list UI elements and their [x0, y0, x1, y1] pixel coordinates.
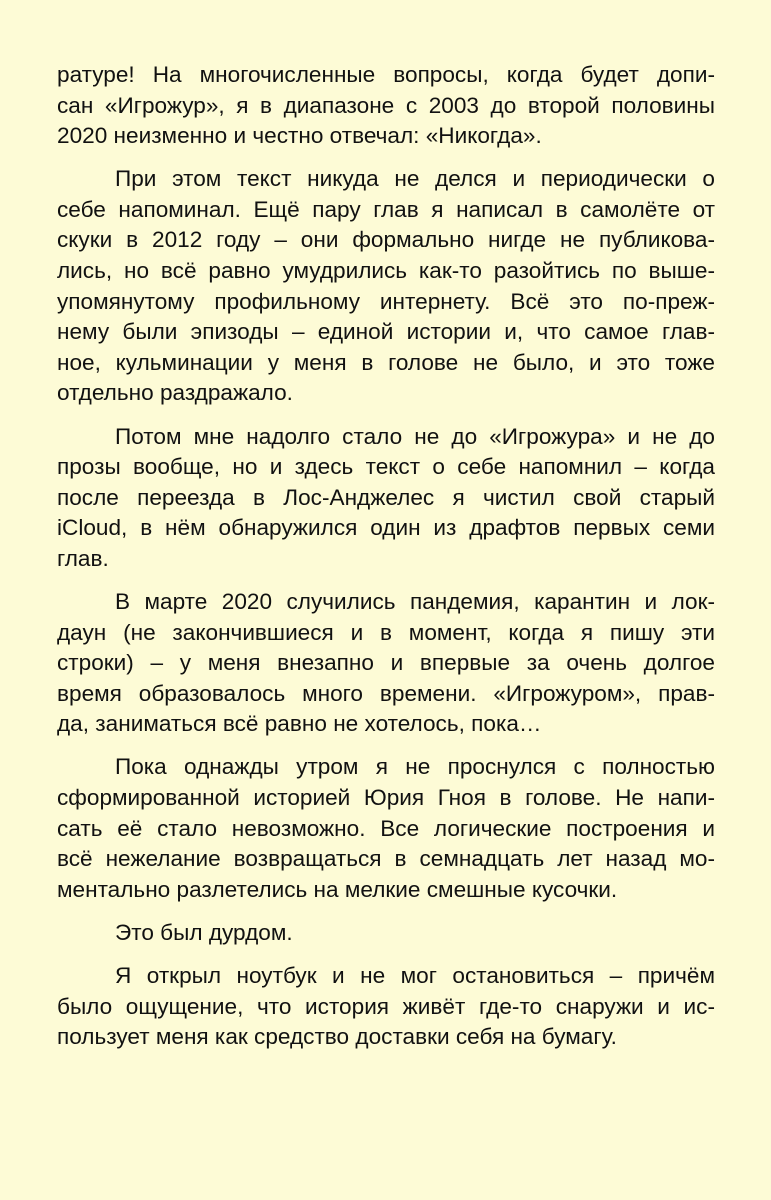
paragraph-4	[57, 587, 715, 740]
paragraph-2	[57, 164, 715, 409]
paragraph-gap	[57, 949, 715, 962]
paragraph-gap	[57, 152, 715, 165]
paragraph-gap	[57, 905, 715, 918]
paragraph-5	[57, 752, 715, 905]
text-line: ное, кульминации у меня в голове не было, и это тоже	[57, 349, 715, 375]
text-line: Пока однажды утром я не проснулся с полностью	[115, 754, 715, 780]
text-line: Я открыл ноутбук и не мог остановиться – причём	[115, 963, 715, 989]
text-line: всё нежелание возвращаться в семнадцать лет назад мо-	[57, 846, 715, 872]
text-line: себе напоминал. Ещё пару глав я написал в самолёте от	[57, 196, 715, 222]
text-line: время образовалось много времени. «Игрожуром», прав-	[57, 680, 715, 706]
text-line: да, заниматься всё равно не хотелось, пока…	[57, 711, 542, 737]
text-line: 2020 неизменно и честно отвечал: «Никогда».	[57, 123, 542, 149]
text-line: после переезда в Лос-Анджелес я чистил свой старый	[57, 484, 715, 510]
paragraph-3	[57, 422, 715, 575]
text-line: В марте 2020 случились пандемия, карантин и лок-	[115, 589, 715, 614]
text-line: ментально разлетелись на мелкие смешные кусочки.	[57, 876, 618, 902]
text-line: ратуре! На многочисленные вопросы, когда будет допи-	[57, 62, 715, 87]
text-line: Это был дурдом.	[115, 919, 293, 945]
paragraph-gap	[57, 409, 715, 422]
text-line: нему были эпизоды – единой истории и, что самое глав-	[57, 319, 715, 345]
text-line: пользует меня как средство доставки себя на бумагу.	[57, 1024, 617, 1050]
paragraph-gap	[57, 575, 715, 588]
text-line: iCloud, в нём обнаружился один из драфтов первых семи	[57, 515, 715, 541]
paragraph-6	[57, 918, 715, 949]
text-line: Потом мне надолго стало не до «Игрожура» и не до	[115, 423, 715, 449]
text-line: прозы вообще, но и здесь текст о себе напомнил – когда	[57, 454, 715, 480]
text-line: сан «Игрожур», я в диапазоне с 2003 до второй половины	[57, 92, 715, 118]
paragraph-1	[57, 60, 715, 152]
text-line: даун (не закончившиеся и в момент, когда я пишу эти	[57, 619, 715, 645]
text-line: лись, но всё равно умудрились как-то разойтись по выше-	[57, 258, 715, 284]
text-line: было ощущение, что история живёт где-то снаружи и ис-	[57, 993, 715, 1019]
text-line: упомянутому профильному интернету. Всё это по-преж-	[57, 288, 715, 314]
book-page	[57, 60, 715, 1053]
text-line: скуки в 2012 году – они формально нигде не публикова-	[57, 227, 715, 253]
text-line: сформированной историей Юрия Гноя в голове. Не напи-	[57, 785, 715, 811]
text-line: строки) – у меня внезапно и впервые за очень долгое	[57, 650, 715, 676]
text-line: При этом текст никуда не делся и периодически о	[115, 166, 715, 192]
text-line: сать её стало невозможно. Все логические построения и	[57, 815, 715, 841]
paragraph-7	[57, 961, 715, 1053]
paragraph-gap	[57, 740, 715, 753]
text-line: отдельно раздражало.	[57, 380, 293, 406]
text-line: глав.	[57, 545, 109, 571]
